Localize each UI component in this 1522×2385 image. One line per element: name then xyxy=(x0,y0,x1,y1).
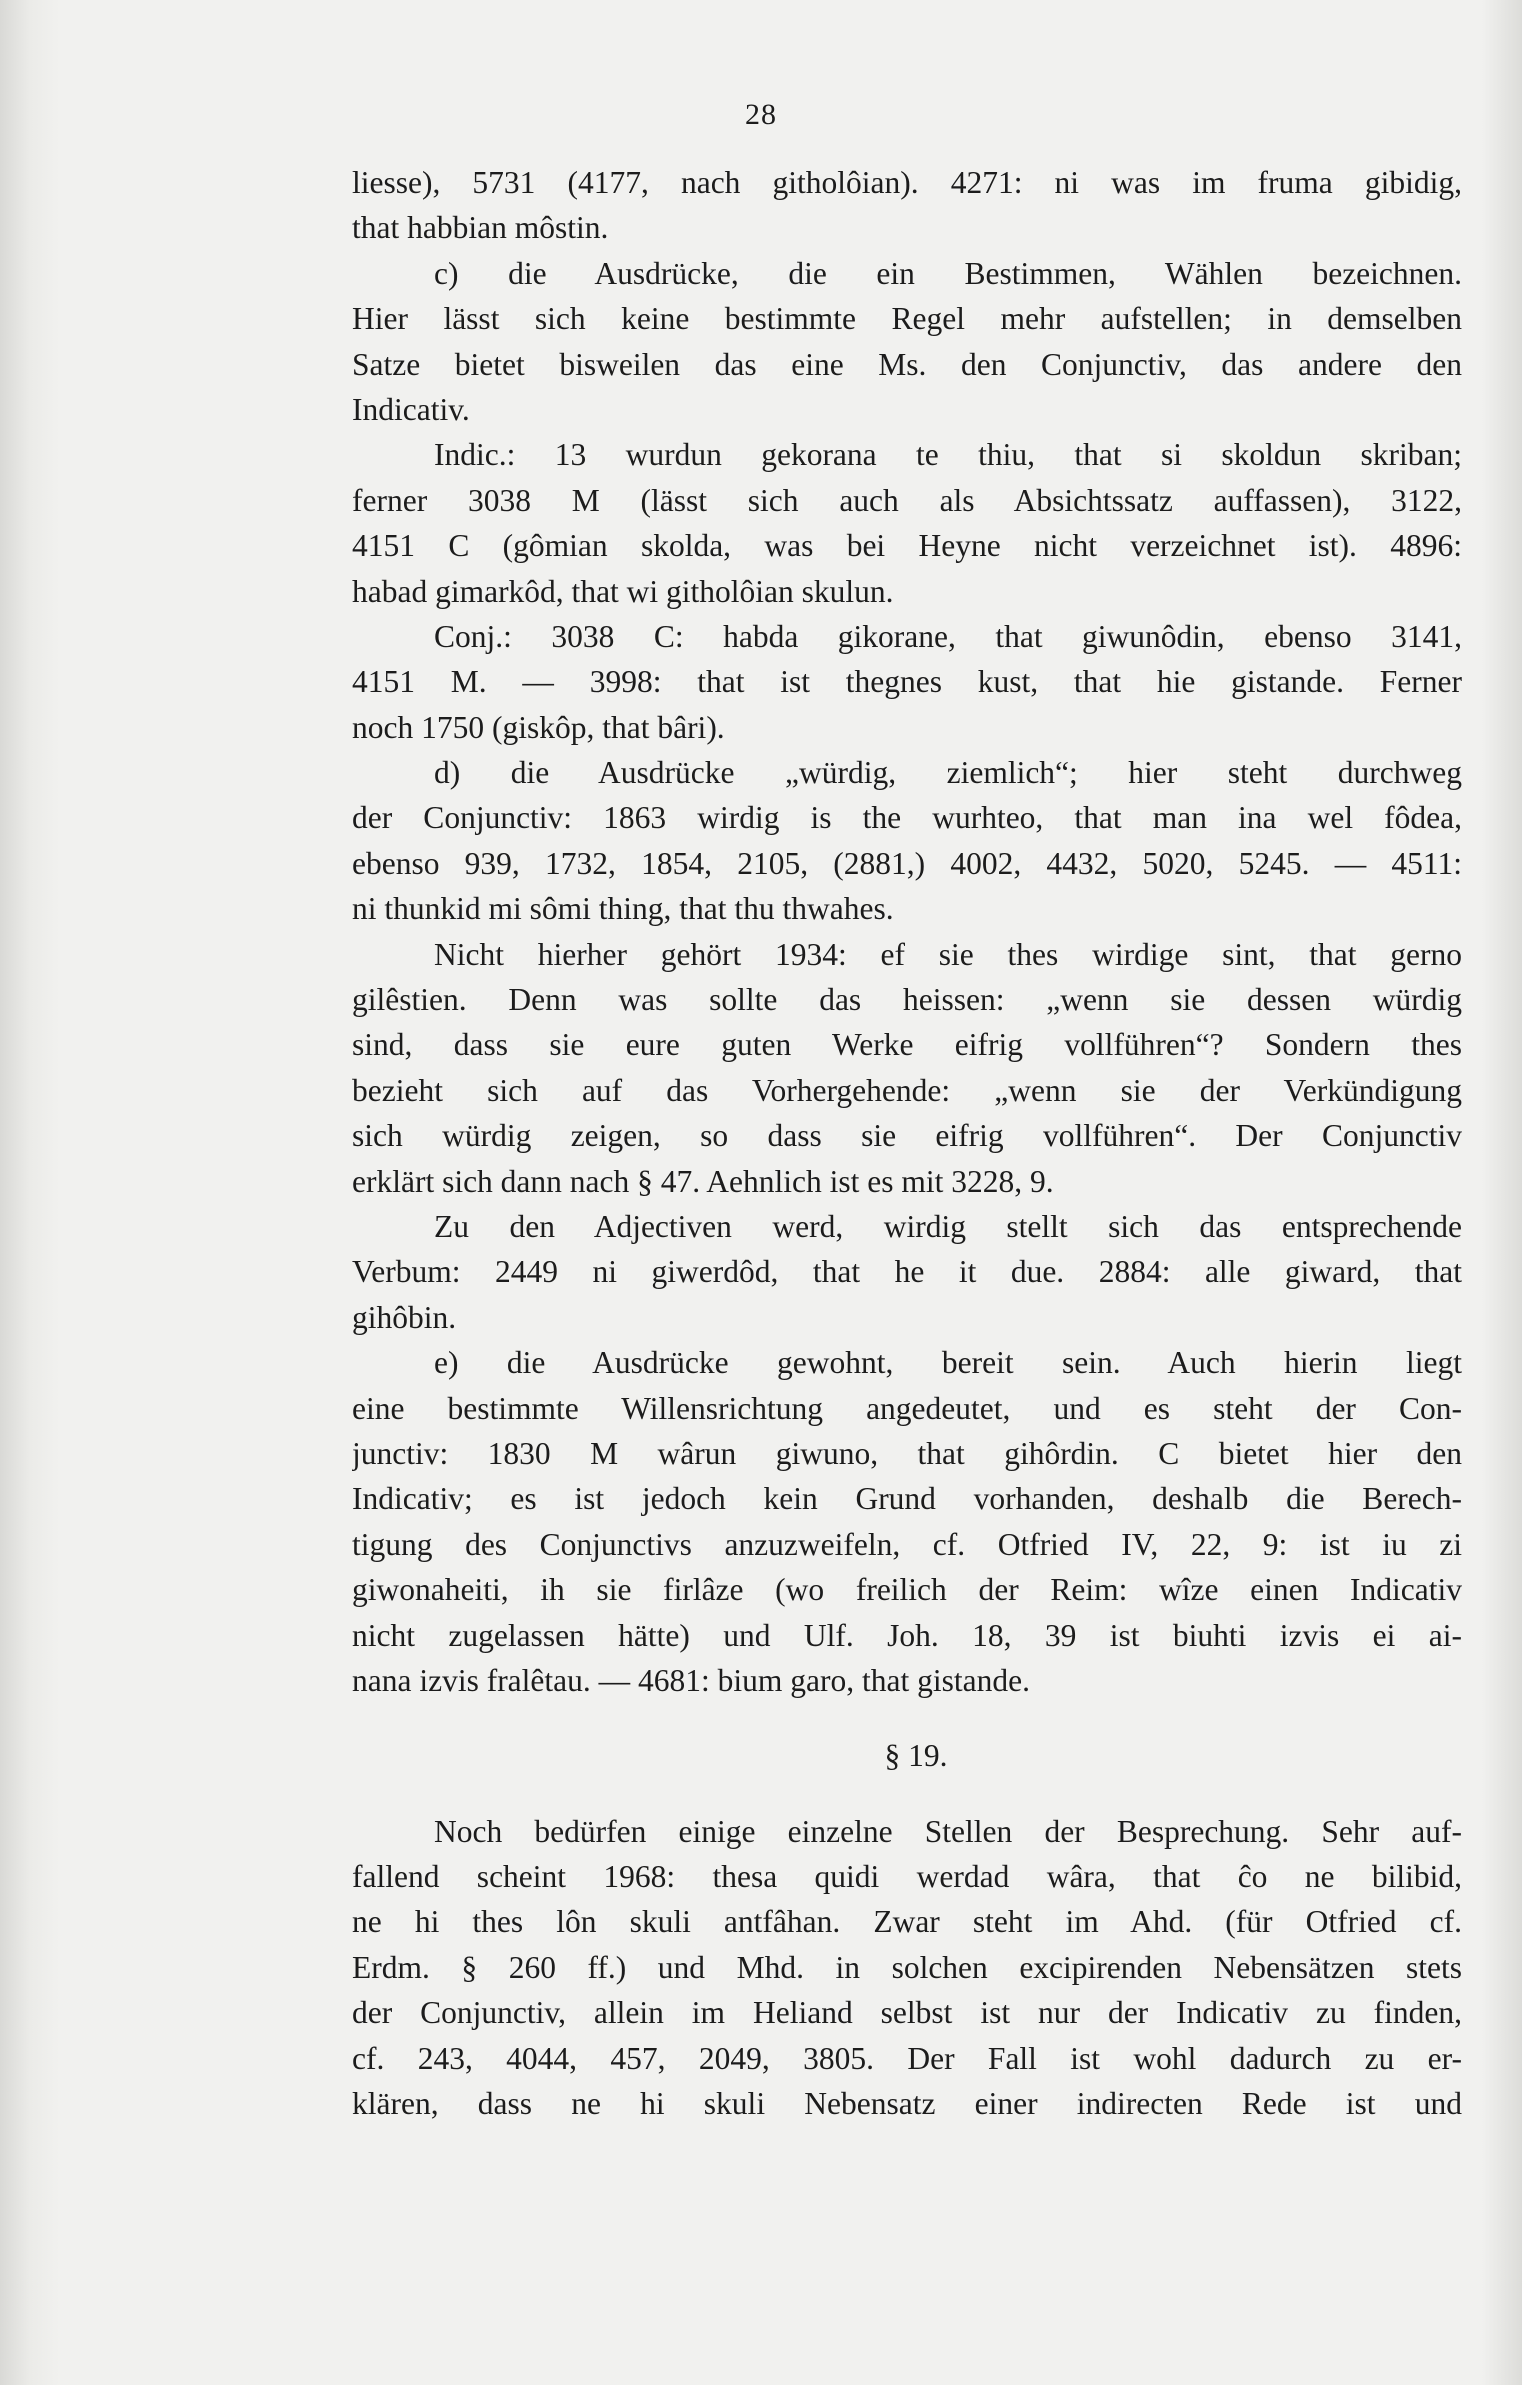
text-line: fallend scheint 1968: thesa quidi werdad wâra, that ĉo ne bilibid, xyxy=(352,1859,1462,1895)
text-line: tigung des Conjunctivs anzuzweifeln, cf. Otfried IV, 22, 9: ist iu zi xyxy=(352,1526,1462,1562)
text-line: erklärt sich dann nach § 47. Aehnlich ist es mit 3228, 9. xyxy=(352,1163,1054,1199)
text-line: der Conjunctiv: 1863 wirdig is the wurhteo, that man ina wel fôdea, xyxy=(352,800,1462,836)
text-line: nicht zugelassen hätte) und Ulf. Joh. 18, 39 ist biuhti izvis ei ai- xyxy=(352,1617,1462,1653)
text-line: Verbum: 2449 ni giwerdôd, that he it due. 2884: alle giward, that xyxy=(352,1254,1462,1290)
text-line: ne hi thes lôn skuli antfâhan. Zwar steht im Ahd. (für Otfried cf. xyxy=(352,1904,1462,1940)
text-line: eine bestimmte Willensrichtung angedeutet, und es steht der Con- xyxy=(352,1390,1462,1426)
text-line: habad gimarkôd, that wi githolôian skulun. xyxy=(352,573,894,609)
text-line: gilêstien. Denn was sollte das heissen: „wenn sie dessen würdig xyxy=(352,982,1462,1018)
text-line: ni thunkid mi sômi thing, that thu thwahes. xyxy=(352,891,894,927)
text-line: Erdm. § 260 ff.) und Mhd. in solchen excipirenden Nebensätzen stets xyxy=(352,1949,1462,1985)
page-edge-shadow-right xyxy=(1482,0,1522,2385)
text-line: sind, dass sie eure guten Werke eifrig vollführen“? Sondern thes xyxy=(352,1027,1462,1063)
text-line: that habbian môstin. xyxy=(352,210,609,246)
text-line: d) die Ausdrücke „würdig, ziemlich“; hier steht durchweg xyxy=(434,755,1462,791)
text-line: sich würdig zeigen, so dass sie eifrig vollführen“. Der Conjunctiv xyxy=(352,1118,1462,1154)
text-line: klären, dass ne hi skuli Nebensatz einer indirecten Rede ist und xyxy=(352,2086,1462,2122)
text-line: Indic.: 13 wurdun gekorana te thiu, that si skoldun skriban; xyxy=(434,437,1462,473)
page-number: 28 xyxy=(745,98,777,131)
page-edge-shadow-left xyxy=(0,0,60,2385)
section-gap xyxy=(352,1703,1462,1733)
text-line: Conj.: 3038 C: habda gikorane, that giwunôdin, ebenso 3141, xyxy=(434,618,1462,654)
text-line: Nicht hierher gehört 1934: ef sie thes wirdige sint, that gerno xyxy=(434,936,1462,972)
text-line: giwonaheiti, ih sie firlâze (wo freilich der Reim: wîze einen Indicativ xyxy=(352,1572,1462,1608)
text-line: e) die Ausdrücke gewohnt, bereit sein. Auch hierin liegt xyxy=(434,1345,1462,1381)
section-gap xyxy=(352,1779,1462,1809)
text-line: liesse), 5731 (4177, nach githolôian). 4271: ni was im fruma gibidig, xyxy=(352,165,1462,200)
text-line: 4151 M. — 3998: that ist thegnes kust, that hie gistande. Ferner xyxy=(352,664,1462,700)
text-line: ebenso 939, 1732, 1854, 2105, (2881,) 4002, 4432, 5020, 5245. — 4511: xyxy=(352,845,1462,881)
body-text xyxy=(352,160,1462,2126)
text-line: c) die Ausdrücke, die ein Bestimmen, Wählen bezeichnen. xyxy=(434,255,1462,291)
text-line: gihôbin. xyxy=(352,1299,457,1335)
text-line: Indicativ; es ist jedoch kein Grund vorhanden, deshalb die Berech- xyxy=(352,1481,1462,1517)
text-line: ferner 3038 M (lässt sich auch als Absichtssatz auffassen), 3122, xyxy=(352,482,1462,518)
text-line: der Conjunctiv, allein im Heliand selbst ist nur der Indicativ zu finden, xyxy=(352,1995,1462,2031)
text-line: nana izvis fralêtau. — 4681: bium garo, that gistande. xyxy=(352,1662,1030,1698)
text-line: Indicativ. xyxy=(352,391,470,427)
text-line: Satze bietet bisweilen das eine Ms. den Conjunctiv, das andere den xyxy=(352,346,1462,382)
text-line: Zu den Adjectiven werd, wirdig stellt sich das entsprechende xyxy=(434,1208,1462,1244)
text-line: junctiv: 1830 M wârun giwuno, that gihôrdin. C bietet hier den xyxy=(352,1435,1462,1471)
section-heading: § 19. xyxy=(884,1738,948,1774)
text-line: noch 1750 (giskôp, that bâri). xyxy=(352,709,725,745)
text-line: 4151 C (gômian skolda, was bei Heyne nicht verzeichnet ist). 4896: xyxy=(352,528,1462,564)
text-line: Hier lässt sich keine bestimmte Regel mehr aufstellen; in demselben xyxy=(352,301,1462,337)
text-line: bezieht sich auf das Vorhergehende: „wenn sie der Verkündigung xyxy=(352,1072,1462,1108)
text-line: cf. 243, 4044, 457, 2049, 3805. Der Fall ist wohl dadurch zu er- xyxy=(352,2040,1462,2076)
text-line: Noch bedürfen einige einzelne Stellen der Besprechung. Sehr auf- xyxy=(434,1813,1462,1849)
